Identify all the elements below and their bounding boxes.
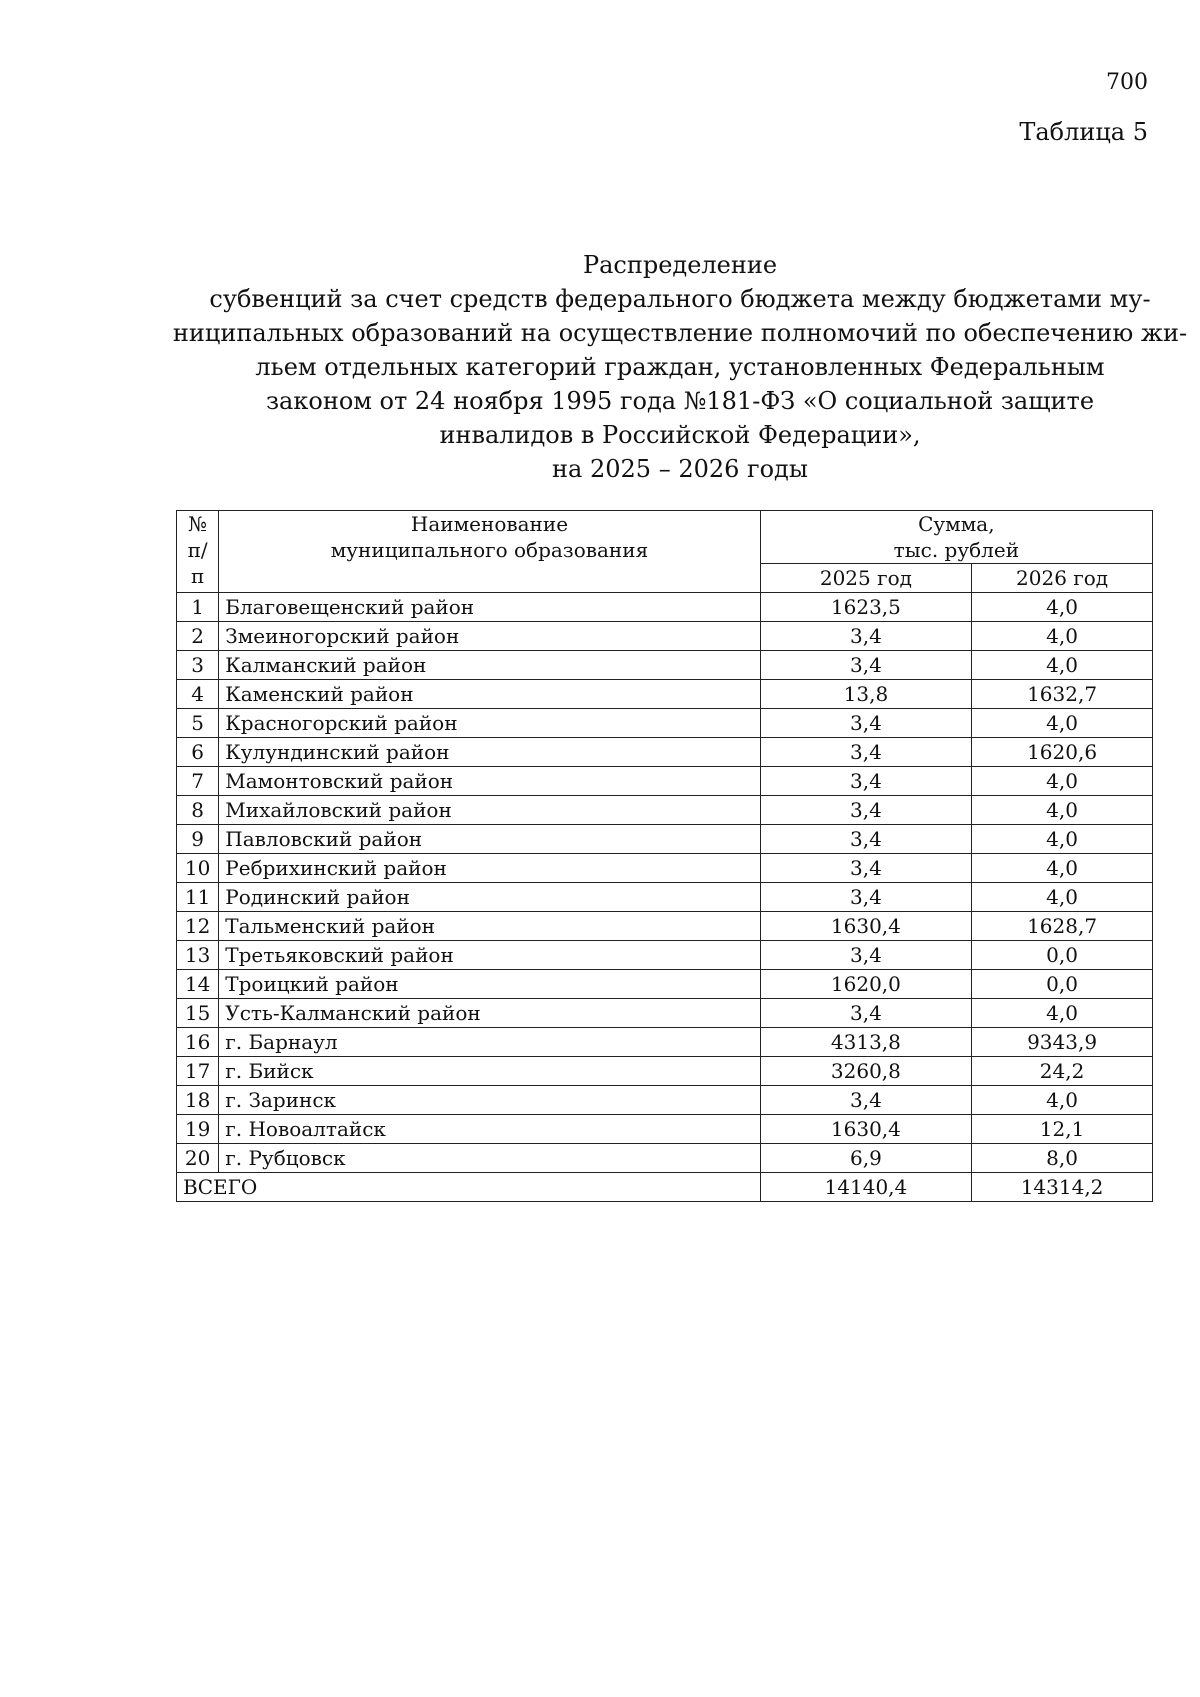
row-value-2026: 24,2: [972, 1057, 1153, 1086]
row-name: Калманский район: [219, 651, 760, 680]
title-line: на 2025 – 2026 годы: [552, 455, 808, 483]
row-name: Родинский район: [219, 883, 760, 912]
row-value-2025: 3,4: [760, 767, 971, 796]
header-name-line2: муниципального образования: [330, 538, 649, 562]
row-value-2026: 4,0: [972, 796, 1153, 825]
row-number: 7: [177, 767, 219, 796]
row-value-2026: 1620,6: [972, 738, 1153, 767]
table-row: [177, 912, 1153, 941]
row-value-2025: 3,4: [760, 999, 971, 1028]
row-value-2026: 4,0: [972, 999, 1153, 1028]
row-value-2026: 4,0: [972, 622, 1153, 651]
header-num: [177, 511, 219, 593]
row-name: Третьяковский район: [219, 941, 760, 970]
row-number: 11: [177, 883, 219, 912]
title-line: Распределение: [582, 251, 778, 279]
row-number: 2: [177, 622, 219, 651]
header-num-line1: №: [188, 512, 208, 536]
row-number: 16: [177, 1028, 219, 1057]
table-label: Таблица 5: [1019, 118, 1148, 146]
row-number: 1: [177, 593, 219, 622]
table-row: [177, 883, 1153, 912]
row-value-2026: 0,0: [972, 970, 1153, 999]
row-name: г. Новоалтайск: [219, 1115, 760, 1144]
row-number: 10: [177, 854, 219, 883]
row-name: г. Барнаул: [219, 1028, 760, 1057]
row-number: 19: [177, 1115, 219, 1144]
row-value-2026: 0,0: [972, 941, 1153, 970]
table-row: [177, 796, 1153, 825]
table-row: [177, 767, 1153, 796]
row-value-2025: 1620,0: [760, 970, 971, 999]
table-row: [177, 825, 1153, 854]
total-label: ВСЕГО: [177, 1173, 761, 1202]
row-name: Усть-Калманский район: [219, 999, 760, 1028]
header-year-2026: 2026 год: [972, 564, 1153, 593]
row-name: г. Рубцовск: [219, 1144, 760, 1173]
row-value-2026: 4,0: [972, 709, 1153, 738]
row-number: 8: [177, 796, 219, 825]
table-row: [177, 593, 1153, 622]
table-row: [177, 941, 1153, 970]
table-row: [177, 970, 1153, 999]
row-number: 13: [177, 941, 219, 970]
table-row: [177, 1057, 1153, 1086]
table-row: [177, 1028, 1153, 1057]
header-sum-line1: Сумма,: [918, 512, 995, 536]
row-name: Благовещенский район: [219, 593, 760, 622]
row-number: 15: [177, 999, 219, 1028]
row-value-2025: 3,4: [760, 825, 971, 854]
header-year-2025: 2025 год: [760, 564, 971, 593]
row-value-2025: 3,4: [760, 738, 971, 767]
row-value-2025: 3,4: [760, 622, 971, 651]
row-name: Тальменский район: [219, 912, 760, 941]
row-value-2025: 3260,8: [760, 1057, 971, 1086]
title-line: инвалидов в Российской Федерации»,: [439, 421, 921, 449]
table-row: [177, 738, 1153, 767]
row-value-2025: 3,4: [760, 1086, 971, 1115]
row-value-2025: 3,4: [760, 941, 971, 970]
row-value-2025: 4313,8: [760, 1028, 971, 1057]
table-row: [177, 999, 1153, 1028]
title-line: законом от 24 ноября 1995 года №181-ФЗ «О социальной защите: [265, 387, 1095, 415]
subsidy-table: [176, 510, 1153, 1202]
row-number: 12: [177, 912, 219, 941]
row-name: Кулундинский район: [219, 738, 760, 767]
title-line: ниципальных образований на осуществление полномочий по обеспечению жи-: [172, 319, 1188, 347]
row-value-2025: 1623,5: [760, 593, 971, 622]
table-row: [177, 651, 1153, 680]
document-title: [160, 248, 1200, 486]
row-value-2025: 3,4: [760, 796, 971, 825]
row-value-2026: 12,1: [972, 1115, 1153, 1144]
table-row: [177, 680, 1153, 709]
row-name: Павловский район: [219, 825, 760, 854]
row-value-2026: 4,0: [972, 883, 1153, 912]
table-row: [177, 1086, 1153, 1115]
page-number: 700: [1106, 70, 1148, 95]
row-number: 6: [177, 738, 219, 767]
row-value-2026: 4,0: [972, 854, 1153, 883]
row-name: Мамонтовский район: [219, 767, 760, 796]
header-name: [219, 511, 760, 593]
table-row: [177, 709, 1153, 738]
table-body: [177, 593, 1153, 1173]
header-sum-line2: тыс. рублей: [893, 538, 1020, 562]
header-row: [177, 511, 1153, 564]
row-name: Троицкий район: [219, 970, 760, 999]
row-number: 14: [177, 970, 219, 999]
row-name: Змеиногорский район: [219, 622, 760, 651]
table-row: [177, 1144, 1153, 1173]
row-value-2026: 4,0: [972, 593, 1153, 622]
row-value-2026: 8,0: [972, 1144, 1153, 1173]
row-value-2025: 3,4: [760, 651, 971, 680]
row-value-2026: 1628,7: [972, 912, 1153, 941]
row-number: 18: [177, 1086, 219, 1115]
header-num-line2: п/п: [187, 538, 208, 588]
title-line: субвенций за счет средств федерального бюджета между бюджетами му-: [209, 285, 1151, 313]
row-number: 17: [177, 1057, 219, 1086]
row-name: г. Заринск: [219, 1086, 760, 1115]
table-row: [177, 622, 1153, 651]
row-name: г. Бийск: [219, 1057, 760, 1086]
row-value-2025: 13,8: [760, 680, 971, 709]
row-name: Михайловский район: [219, 796, 760, 825]
row-number: 9: [177, 825, 219, 854]
row-number: 5: [177, 709, 219, 738]
row-value-2026: 1632,7: [972, 680, 1153, 709]
total-2025: 14140,4: [760, 1173, 971, 1202]
row-value-2025: 1630,4: [760, 912, 971, 941]
row-value-2025: 3,4: [760, 883, 971, 912]
total-row: [177, 1173, 1153, 1202]
title-line: льем отдельных категорий граждан, установленных Федеральным: [255, 353, 1105, 381]
row-number: 4: [177, 680, 219, 709]
row-name: Ребрихинский район: [219, 854, 760, 883]
row-name: Красногорский район: [219, 709, 760, 738]
row-value-2025: 1630,4: [760, 1115, 971, 1144]
row-value-2025: 3,4: [760, 709, 971, 738]
table-row: [177, 854, 1153, 883]
row-value-2025: 3,4: [760, 854, 971, 883]
row-value-2026: 4,0: [972, 825, 1153, 854]
row-value-2026: 4,0: [972, 767, 1153, 796]
row-number: 20: [177, 1144, 219, 1173]
row-value-2026: 4,0: [972, 1086, 1153, 1115]
row-name: Каменский район: [219, 680, 760, 709]
row-value-2026: 9343,9: [972, 1028, 1153, 1057]
row-value-2025: 6,9: [760, 1144, 971, 1173]
table-row: [177, 1115, 1153, 1144]
row-value-2026: 4,0: [972, 651, 1153, 680]
header-sum: [760, 511, 1152, 564]
header-name-line1: Наименование: [410, 512, 569, 536]
row-number: 3: [177, 651, 219, 680]
total-2026: 14314,2: [972, 1173, 1153, 1202]
